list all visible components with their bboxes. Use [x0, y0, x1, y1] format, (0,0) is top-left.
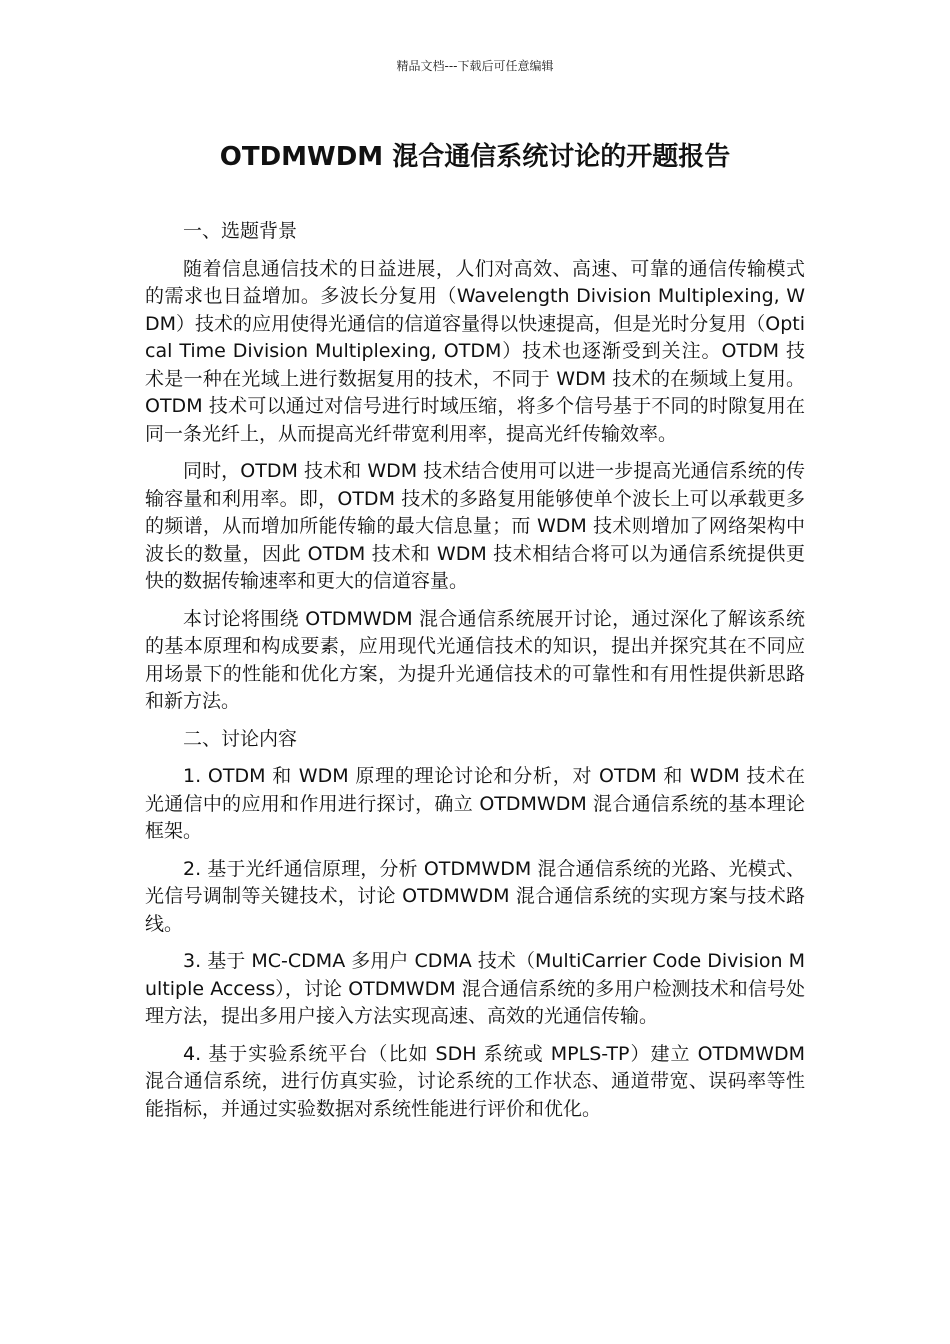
paragraph-background-2: 同时，OTDM 技术和 WDM 技术结合使用可以进一步提高光通信系统的传输容量和利用率。即，OTDM 技术的多路复用能够使单个波长上可以承载更多的频谱，从而增加所能传输的最大信息量；而 WDM 技术则增加了网络架构中波长的数量，因此 OTDM 技术和 WDM 技术相结合将可以为通信系统提供更快的数据传输速率和更大的信道容量。	[145, 460, 805, 592]
content-item-4: 4. 基于实验系统平台（比如 SDH 系统或 MPLS-TP）建立 OTDMWDM 混合通信系统，进行仿真实验，讨论系统的工作状态、通道带宽、误码率等性能指标，并通过实验数据对系统性能进行评价和优化。	[145, 1042, 805, 1120]
content-item-1: 1. OTDM 和 WDM 原理的理论讨论和分析，对 OTDM 和 WDM 技术在光通信中的应用和作用进行探讨，确立 OTDMWDM 混合通信系统的基本理论框架。	[145, 765, 805, 842]
paragraph-background-1: 随着信息通信技术的日益进展，人们对高效、高速、可靠的通信传输模式的需求也日益增加。多波长分复用（Wavelength Division Multiplexing, WDM）技术的应用使得光通信的信道容量得以快速提高，但是光时分复用（Optical Time Division Multiplexing, OTDM）技术也逐渐受到关注。OTDM 技术是一种在光域上进行数据复用的技术，不同于 WDM 技术的在频域上复用。OTDM 技术可以通过对信号进行时域压缩，将多个信号基于不同的时隙复用在同一条光纤上，从而提高光纤带宽利用率，提高光纤传输效率。	[145, 257, 805, 445]
document-title: OTDMWDM 混合通信系统讨论的开题报告	[219, 142, 731, 172]
content-item-2: 2. 基于光纤通信原理，分析 OTDMWDM 混合通信系统的光路、光模式、光信号调制等关键技术，讨论 OTDMWDM 混合通信系统的实现方案与技术路线。	[145, 857, 805, 935]
section-heading-content: 二、讨论内容	[183, 727, 298, 750]
paragraph-background-3: 本讨论将围绕 OTDMWDM 混合通信系统展开讨论，通过深化了解该系统的基本原理和构成要素，应用现代光通信技术的知识，提出并探究其在不同应用场景下的性能和优化方案，为提升光通信技术的可靠性和有用性提供新思路和新方法。	[145, 607, 805, 712]
section-heading-background: 一、选题背景	[183, 220, 298, 242]
content-item-3: 3. 基于 MC-CDMA 多用户 CDMA 技术（MultiCarrier Code Division Multiple Access），讨论 OTDMWDM 混合通信系统的多用户检测技术和信号处理方法，提出多用户接入方法实现高速、高效的光通信传输。	[145, 950, 805, 1027]
document-body	[145, 218, 805, 1133]
page-header: 精品文档---下载后可任意编辑	[396, 59, 554, 73]
